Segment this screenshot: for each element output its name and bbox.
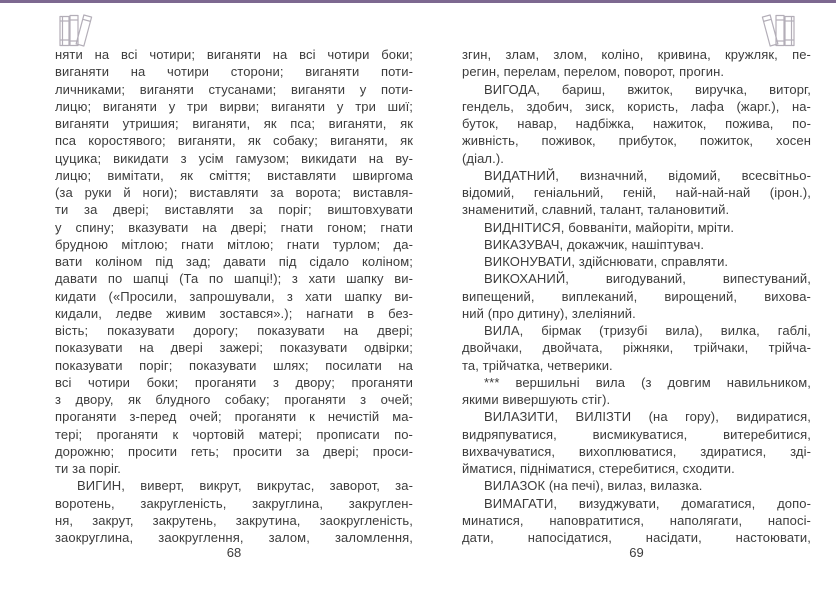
text-line: гендель, здобич, зиск, користь, лафа (жарг.), на-	[462, 98, 811, 114]
text-line: з двору, як блудного собаку; проганяти з очей;	[55, 392, 413, 407]
text-line: ВИКАЗУВАЧ, докажчик, нашіптувач.	[484, 236, 705, 252]
text-line: ВИМАГАТИ, визуджувати, домагатися, допо-	[484, 495, 811, 511]
text-line: минатися, наповратитися, наполягати, напосі-	[462, 512, 811, 528]
top-accent-bar	[0, 0, 836, 3]
text-line: тері; проганяти к чортовій матері; прописати по-	[55, 426, 413, 442]
text-line: та, трійчатка, четверики.	[462, 357, 613, 373]
books-icon	[50, 13, 106, 47]
text-line: дати, напосідатися, насідати, настоювати,	[462, 530, 811, 545]
text-line: живність, поживок, прибуток, пожиток, хосен	[462, 133, 811, 149]
text-line: ВИГОДА, бариш, вжиток, виручка, виторг,	[484, 81, 811, 97]
text-line: вість; показувати дорогу; показувати на двері;	[55, 323, 413, 338]
page-number-right: 69	[629, 545, 644, 560]
text-line: проганяти з-перед очей; проганяти к нечистій ма-	[55, 409, 413, 425]
text-line: у спину; вказувати на двері; гнати гоном; гнати	[55, 219, 413, 235]
text-line: знаменитий, славний, талант, талановитий.	[462, 202, 730, 218]
text-line: кидати («Просили, запрошували, з хати шапку ви-	[55, 288, 413, 304]
text-line: двойчаки, двойчата, ріжняки, трійчаки, трійча-	[462, 340, 811, 356]
text-line: ти за поріг.	[55, 461, 121, 476]
text-line: кидали, ледве живим зостався».); нагнати в без-	[55, 305, 413, 321]
text-line: цуцика; викидати з усім гамузом; викидати на ву-	[55, 150, 413, 166]
text-line: пса коростявого; виганяти, як собаку; виганяти, як	[55, 133, 413, 149]
page-right-text-column	[462, 46, 811, 546]
text-line: лицю; вимітати, як сміття; виставляти швиргома	[55, 167, 413, 183]
text-line: видряпуватися, висмикуватися, витеребитися,	[462, 426, 811, 442]
text-line: *** вершильні вила (з довгим навильником,	[484, 374, 811, 390]
text-line: випещений, виплеканий, вирощений, вихова-	[462, 288, 811, 304]
text-line: регин, перелам, перелом, поворот, прогин.	[462, 64, 725, 80]
text-line: ВИДАТНИЙ, визначний, відомий, всесвітньо-	[484, 167, 811, 183]
text-line: брудною мітлою; гнати мітлою; гнати турлом; да-	[55, 236, 413, 252]
text-line: (діал.).	[462, 150, 504, 166]
text-line: заокруглина, заокруглення, залом, заломлення,	[55, 530, 413, 545]
text-line: виганяти утришия; виганяти, як пса; виганяти, як	[55, 116, 413, 131]
text-line: дорожню; просити геть; просити за двері; проси-	[55, 443, 413, 459]
text-line: няти на всі чотири; виганяти на всі чотири боки;	[55, 47, 413, 62]
text-line: якими вивершують стіг).	[462, 392, 611, 407]
page-number-left: 68	[226, 545, 242, 560]
text-line: йматися, підніматися, стеребитися, сходити.	[462, 461, 735, 476]
text-line: лицю; виганяти у три вирви; виганяти у три шиї;	[55, 98, 413, 114]
text-line: ВИКОНУВАТИ, здійснювати, справляти.	[484, 254, 729, 269]
text-line: ВИГИН, виверт, викрут, викрутас, заворот, за-	[77, 478, 413, 494]
text-line: згин, злам, злом, коліно, кривина, кружляк, пе-	[462, 47, 811, 62]
text-line: ВИЛАЗИТИ, ВИЛІЗТИ (на гору), видиратися,	[484, 409, 811, 425]
page-left-text-column	[55, 46, 413, 546]
text-line: відомий, геніальний, геній, най-най-най (ірон.),	[462, 185, 811, 200]
text-line: ВИКОХАНИЙ, вигодуваний, випестуваний,	[484, 271, 811, 287]
text-line: показувати поріг; показувати шлях; посилати на	[55, 357, 413, 373]
text-line: ний (про дитину), злеліяний.	[462, 305, 636, 321]
text-line: личниками; виганяти стусанами; виганяти у поти-	[55, 81, 413, 97]
text-line: всі чотири боки; проганяти з двору; проганяти	[55, 374, 413, 390]
text-line: воротень, закругленість, закруглина, закруглен-	[55, 495, 413, 511]
text-line: буток, навар, надбіжка, нажиток, пожива, по-	[462, 116, 811, 131]
text-line: показувати на двері зажері; показувати одвірки;	[55, 340, 413, 356]
text-line: виганяти на чотири сторони; виганяти поти-	[55, 64, 413, 80]
text-line: (за руки й ноги); виставляти за ворота; виставля-	[55, 185, 413, 200]
text-line: ВИЛАЗОК (на печі), вилаз, вилазка.	[484, 478, 703, 494]
text-line: ти за двері; виставляти за поріг; виштовхувати	[55, 202, 413, 218]
books-icon	[748, 13, 804, 47]
text-line: ня, закрут, закрутень, закрутина, заокругленість,	[55, 512, 413, 528]
text-line: вихвачуватися, вихоплюватися, здиратися, зді-	[462, 443, 811, 459]
text-line: вати коліном під зад; давати під сідало коліном;	[55, 254, 413, 269]
text-line: ВИЛА, бірмак (тризубі вила), вилка, габлі,	[484, 323, 811, 338]
text-line: давати по шапці (Та по шапці!); з хати шапку ви-	[55, 271, 413, 287]
text-line: ВИДНІТИСЯ, бовваніти, майоріти, мріти.	[484, 219, 735, 235]
